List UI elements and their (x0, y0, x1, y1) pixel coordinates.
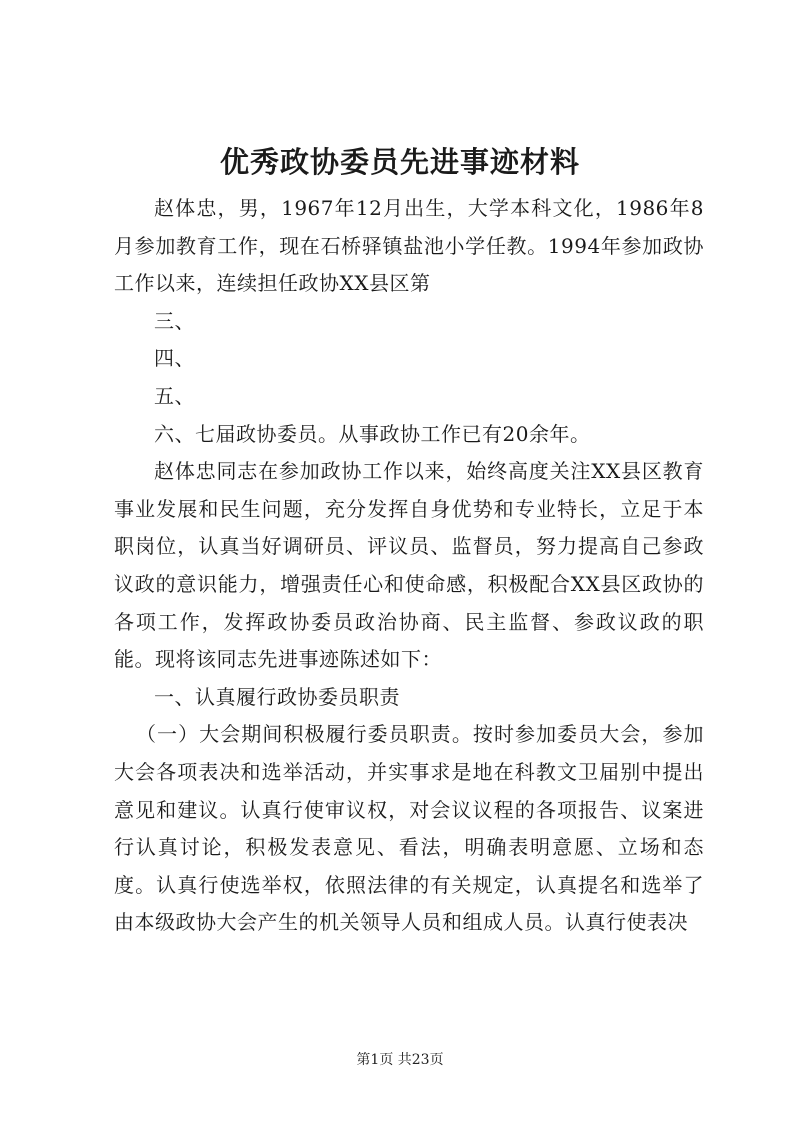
paragraph-list-3: 三、 (154, 308, 195, 333)
section-heading-1: 一、认真履行政协委员职责 (154, 684, 400, 709)
paragraph-list-5: 五、 (154, 383, 195, 408)
paragraph-list-6-7: 六、七届政协委员。从事政协工作已有20余年。 (154, 421, 591, 446)
document-title: 优秀政协委员先进事迹材料 (219, 145, 580, 179)
paragraph-summary: 赵体忠同志在参加政协工作以来，始终高度关注XX县区教育事业发展和民生问题，充分发挥自身优势和专业特长，立足于本职岗位，认真当好调研员、评议员、监督员，努力提高自己参政议政的意识能力，增强责任心和使命感，积极配合XX县区政协的各项工作，发挥政协委员政治协商、民主监督、参政议政的职能。现将该同志先进事迹陈述如下： (114, 459, 704, 672)
paragraph-list-4: 四、 (154, 346, 195, 371)
paragraph-subsection-1: （一）大会期间积极履行委员职责。按时参加委员大会，参加大会各项表决和选举活动，并实事求是地在科教文卫届别中提出意见和建议。认真行使审议权，对会议议程的各项报告、议案进行认真讨论，积极发表意见、看法，明确表明意愿、立场和态度。认真行使选举权，依照法律的有关规定，认真提名和选举了由本级政协大会产生的机关领导人员和组成人员。认真行使表决 (114, 722, 704, 935)
paragraph-intro: 赵体忠，男，1967年12月出生，大学本科文化，1986年8月参加教育工作，现在石桥驿镇盐池小学任教。1994年参加政协工作以来，连续担任政协XX县区第 (114, 196, 704, 296)
document-body (114, 190, 704, 942)
page-footer: 第1页 共23页 (356, 1052, 444, 1068)
